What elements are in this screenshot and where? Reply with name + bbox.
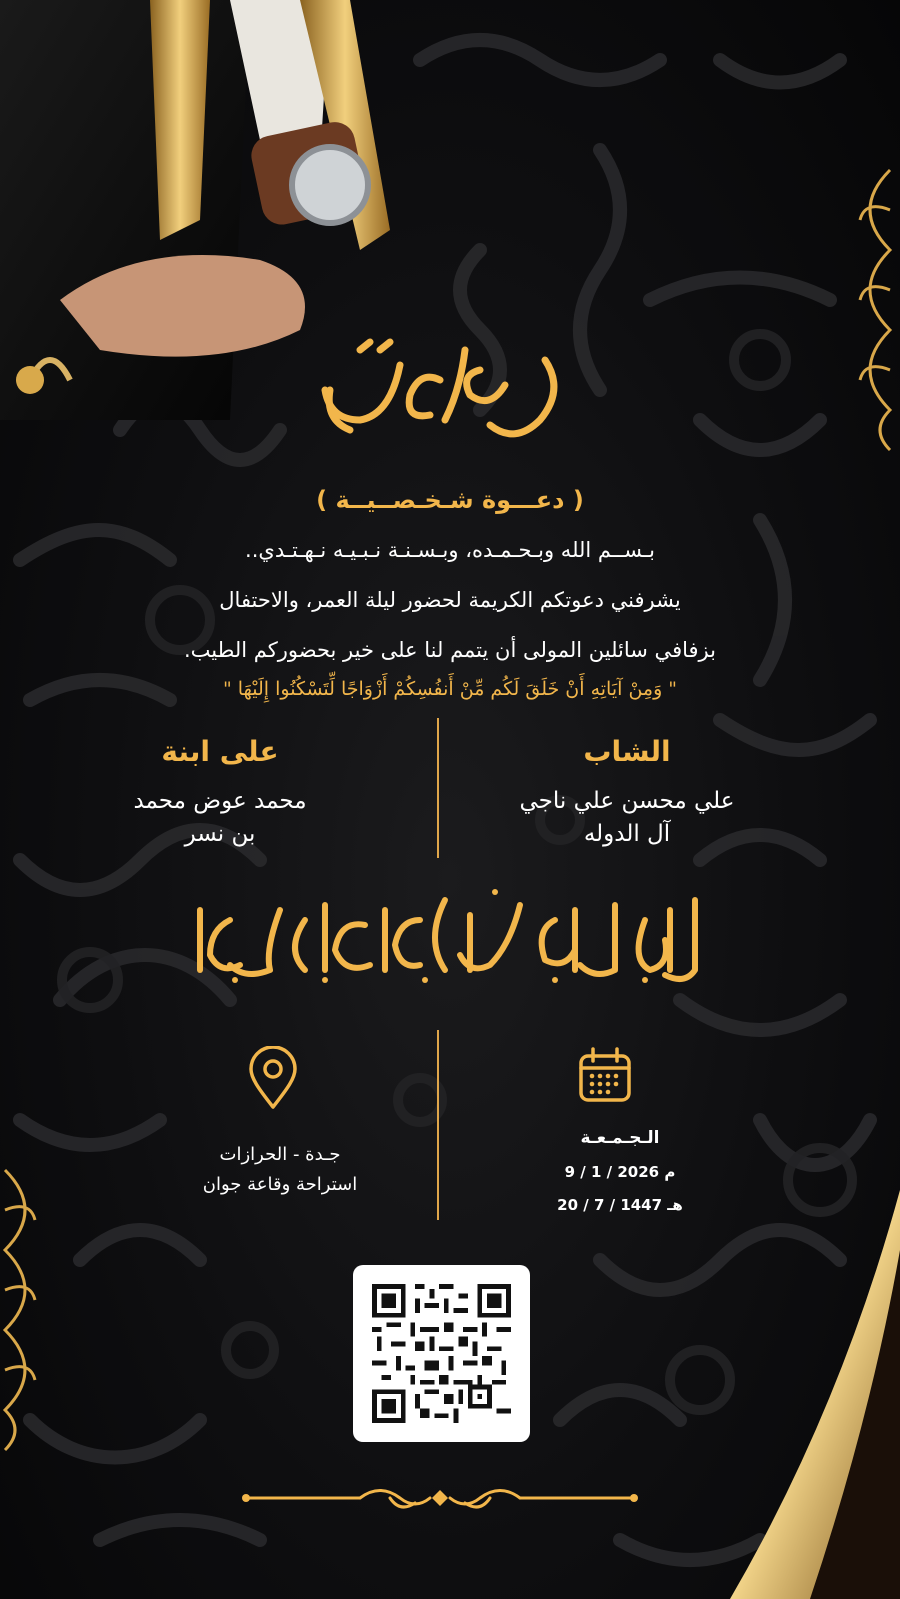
bride-title: على ابنة bbox=[161, 735, 279, 768]
gold-ornament-left bbox=[0, 1160, 60, 1460]
groom-title: الشاب bbox=[583, 735, 671, 768]
invitation-subtitle: ( دعـــوة شـخـصــيــة ) bbox=[316, 486, 584, 514]
invitation-title-calligraphy bbox=[300, 330, 600, 450]
location-pin-icon bbox=[248, 1046, 298, 1110]
gold-flourish-divider bbox=[240, 1478, 640, 1518]
gold-fabric-bottom-right bbox=[720, 1190, 900, 1599]
groom-name-line1: علي محسن علي ناجي bbox=[519, 788, 735, 814]
names-divider bbox=[437, 718, 439, 858]
intro-line-2: يشرفني دعوتكم الكريمة لحضور ليلة العمر، والاحتفال bbox=[219, 588, 681, 612]
event-day: الـجـمـعـة bbox=[580, 1128, 660, 1148]
event-divider bbox=[437, 1030, 439, 1220]
intro-line-1: بـســم الله وبـحـمـده، وبـسـنـة نـبـيـه نـهـتـدي.. bbox=[245, 538, 655, 562]
bride-name-line1: محمد عوض محمد bbox=[133, 788, 307, 814]
qr-code[interactable] bbox=[353, 1265, 530, 1442]
bride-name-line2: بن نسر bbox=[184, 821, 256, 847]
gold-ornament-right bbox=[830, 160, 900, 460]
event-date-gregorian: 9 / 1 / 2026 م bbox=[564, 1163, 676, 1181]
quran-verse: " وَمِنْ آيَاتِهِ أَنْ خَلَقَ لَكُم مِّنْ أَنفُسِكُمْ أَزْوَاجًا لِّتَسْكُنُوا إِلَيْهَا " bbox=[222, 678, 678, 700]
calendar-icon bbox=[578, 1046, 632, 1104]
blessing-calligraphy bbox=[175, 880, 715, 990]
event-location-city: جـدة - الحرازات bbox=[219, 1144, 341, 1165]
groom-name-line2: آل الدوله bbox=[583, 821, 671, 847]
event-location-venue: استراحة وقاعة جوان bbox=[202, 1174, 358, 1195]
event-date-hijri: 20 / 7 / 1447 هـ bbox=[557, 1196, 683, 1214]
intro-line-3: بزفافي سائلين المولى أن يتمم لنا على خير بحضوركم الطيب. bbox=[184, 638, 716, 662]
